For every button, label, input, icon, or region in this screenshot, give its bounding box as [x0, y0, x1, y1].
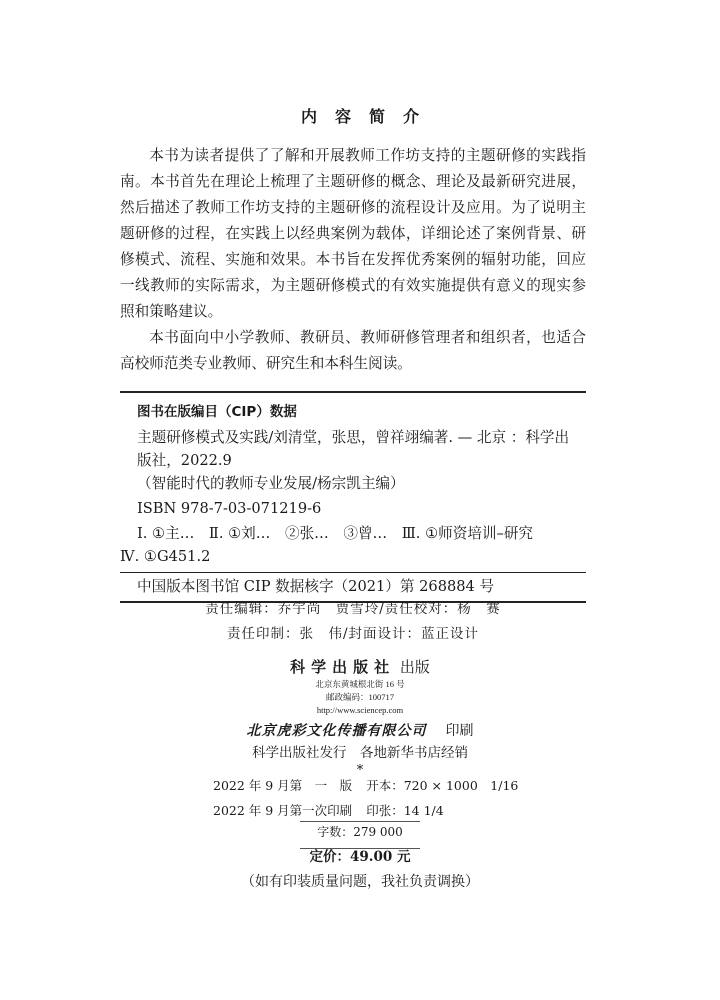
credits-production: 责任印制：张 伟/封面设计：蓝正设计 — [226, 626, 480, 642]
credits-editors: 责任编辑：乔宇尚 贾雪玲/责任校对：杨 赛 — [205, 601, 501, 617]
credits — [120, 597, 586, 647]
introduction — [120, 143, 586, 377]
publisher-address: 北京东黄城根北街 16 号 — [315, 679, 405, 689]
cip-record — [120, 426, 586, 568]
quality-note: （如有印装质量问题，我社负责调换） — [241, 874, 479, 890]
publisher-url: http://www.sciencep.com — [316, 705, 404, 715]
price-block — [0, 820, 720, 895]
publisher-block — [0, 656, 720, 778]
format-size: 开本：720 × 1000 1/16 — [366, 778, 519, 793]
print-first: 2022 年 9 月第一次印刷 — [213, 803, 353, 818]
intro-paragraph-2: 本书面向中小学教师、教研员、教师研修管理者和组织者，也适合高校师范类专业教师、研究生和本科生阅读。 — [120, 329, 586, 372]
cip-isbn: ISBN 978-7-03-071219-6 — [137, 500, 322, 517]
separator-star: * — [356, 763, 364, 778]
cip-classification: Ⅰ. ①主… Ⅱ. ①刘… ②张… ③曾… Ⅲ. ①师资培训–研究 — [137, 525, 534, 542]
price: 定价：49.00 元 — [309, 849, 411, 865]
cip-title-line: 主题研修模式及实践/刘清堂，张思，曾祥翊编著. — 北京 ：科学出 — [137, 429, 570, 446]
print-sheets: 印张：14 1/4 — [366, 803, 444, 818]
publisher-postcode: 邮政编码：100717 — [325, 692, 394, 702]
page-title: 内容简介 — [300, 107, 437, 126]
edition-row-1 — [213, 773, 518, 798]
printer-name: 北京虎彩文化传播有限公司 — [246, 723, 427, 739]
publisher-logo: 科学出版社 — [290, 658, 396, 676]
divider-bottom — [300, 848, 420, 849]
publisher-line — [0, 656, 720, 678]
cip-title-line-cont: 版社，2022.9 — [137, 452, 232, 469]
word-count: 字数：279 000 — [317, 825, 403, 839]
publisher-suffix: 出版 — [399, 658, 430, 676]
cip-classification-cont: Ⅳ. ①G451.2 — [120, 548, 211, 565]
intro-paragraph-1: 本书为读者提供了了解和开展教师工作坊支持的主题研修的实践指南。本书首先在理论上梳理了主题研修的概念、理论及最新研究进展，然后描述了教师工作坊支持的主题研修的流程设计及应用。为了说明主题研修的过程，在实践上以经典案例为载体，详细论述了案例背景、研修模式、流程、实施和效果。本书旨在发挥优秀案例的辐射功能，回应一线教师的实际需求，为主题研修模式的有效实施提供有意义的现实参照和策略建议。 — [120, 147, 586, 320]
cip-number: 中国版本图书馆 CIP 数据核字（2021）第 268884 号 — [137, 578, 495, 595]
printer-suffix: 印刷 — [445, 723, 474, 739]
edition-info — [213, 773, 518, 823]
distribution: 科学出版社发行 各地新华书店经销 — [252, 745, 468, 761]
cip-series: （智能时代的教师专业发展/杨宗凯主编） — [137, 475, 405, 492]
printer-line — [0, 720, 720, 742]
edition-first: 2022 年 9 月第 一 版 — [213, 778, 353, 793]
cip-block — [120, 391, 586, 603]
cip-heading: 图书在版编目（CIP）数据 — [137, 404, 297, 420]
